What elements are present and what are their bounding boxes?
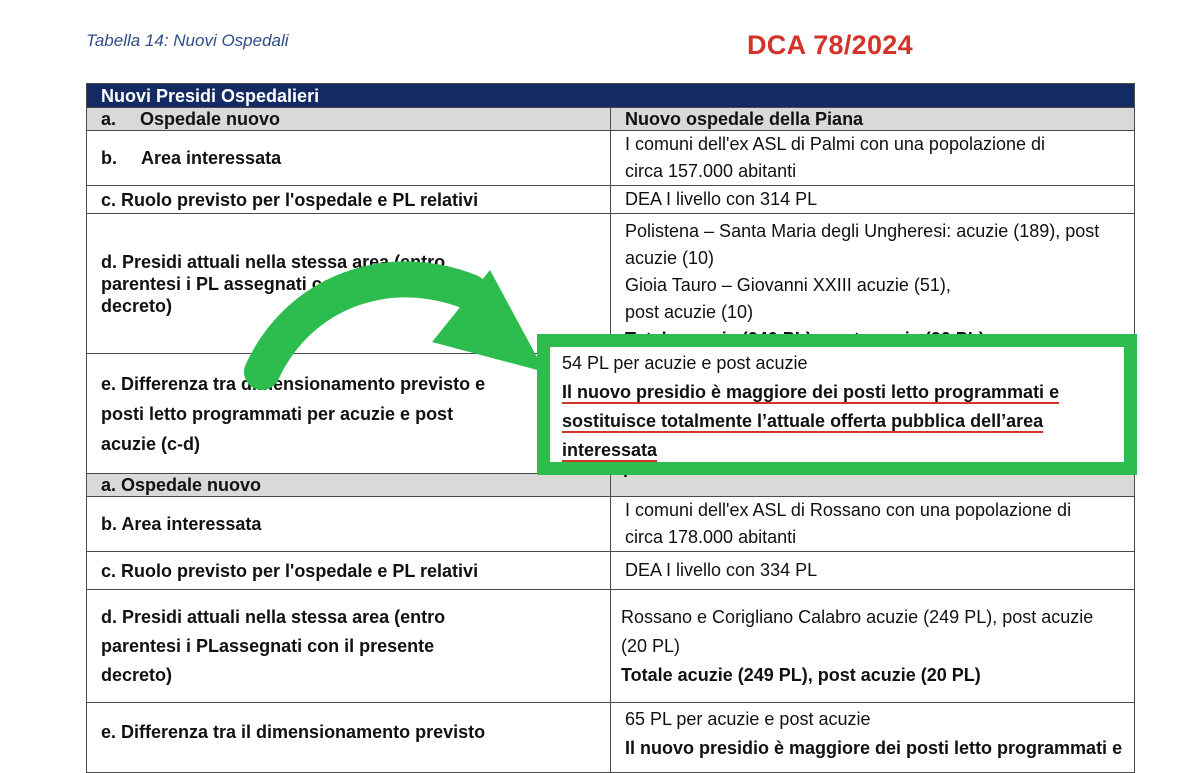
row-a1-text: Ospedale nuovo: [140, 109, 281, 129]
row-e1-line-4: interessata: [562, 440, 658, 460]
row-e1-label-1: e. Differenza tra dimensionamento previsto e: [101, 373, 486, 394]
row-a1-value: Nuovo ospedale della Piana: [611, 108, 1135, 131]
row-c2-value: DEA I livello con 334 PL: [611, 552, 1135, 590]
row-e2-line-1: 65 PL per acuzie e post acuzie: [625, 709, 871, 729]
row-c1-label: c. Ruolo previsto per l'ospedale e PL relativi: [87, 186, 611, 214]
row-d1-line-2: acuzie (10): [625, 248, 715, 268]
row-a1-prefix: a.: [101, 109, 117, 129]
row-b2-line-1: I comuni dell'ex ASL di Rossano con una popolazione di: [625, 500, 1072, 520]
row-a2-label: a. Ospedale nuovo: [87, 474, 611, 497]
row-e1-label-3: acuzie (c-d): [101, 433, 201, 454]
row-e1-line-2: Il nuovo presidio è maggiore dei posti letto programmati e: [562, 382, 1060, 402]
row-d2-line-1: Rossano e Corigliano Calabro acuzie (249 PL), post acuzie: [621, 606, 1094, 627]
row-d1-label-2: parentesi i PL assegnati con il presente: [101, 273, 439, 294]
row-e1-label-2: posti letto programmati per acuzie e post: [101, 403, 454, 424]
table-caption: Tabella 14: Nuovi Ospedali: [86, 31, 289, 50]
row-d2-line-2: (20 PL): [621, 635, 681, 656]
table-header: Nuovi Presidi Ospedalieri: [87, 84, 1135, 108]
row-b1-text: Area interessata: [141, 148, 282, 168]
row-e1-line-3: sostituisce totalmente l’attuale offerta pubblica dell’area: [562, 411, 1044, 431]
row-b2-line-2: circa 178.000 abitanti: [625, 527, 797, 547]
row-d1-label-1: d. Presidi attuali nella stessa area (entro: [101, 251, 446, 272]
decree-stamp: DCA 78/2024: [747, 30, 913, 60]
row-e2-label-1: e. Differenza tra il dimensionamento previsto: [101, 722, 486, 742]
row-c1-value: DEA I livello con 314 PL: [611, 186, 1135, 214]
row-d2-label-3: decreto): [101, 664, 173, 685]
row-b1-line-1: I comuni dell'ex ASL di Palmi con una popolazione di: [625, 134, 1046, 154]
row-d1-label-3: decreto): [101, 295, 173, 316]
row-d1-line-1: Polistena – Santa Maria degli Ungheresi: acuzie (189), post: [625, 221, 1100, 241]
row-b1-line-2: circa 157.000 abitanti: [625, 161, 797, 181]
row-e2-line-2: Il nuovo presidio è maggiore dei posti letto programmati e: [625, 738, 1123, 758]
row-c2-label: c. Ruolo previsto per l'ospedale e PL relativi: [87, 552, 611, 590]
row-d2-label-2: parentesi i PLassegnati con il presente: [101, 635, 435, 656]
row-d2-line-3: Totale acuzie (249 PL), post acuzie (20 PL): [621, 664, 981, 685]
row-d1-line-4: post acuzie (10): [625, 302, 754, 322]
row-d1-line-3: Gioia Tauro – Giovanni XXIII acuzie (51),: [625, 275, 951, 295]
row-d2-label-1: d. Presidi attuali nella stessa area (entro: [101, 606, 446, 627]
row-b1-prefix: b.: [101, 148, 117, 168]
row-b2-label: b. Area interessata: [87, 497, 611, 552]
row-e1-line-1: 54 PL per acuzie e post acuzie: [562, 353, 808, 373]
